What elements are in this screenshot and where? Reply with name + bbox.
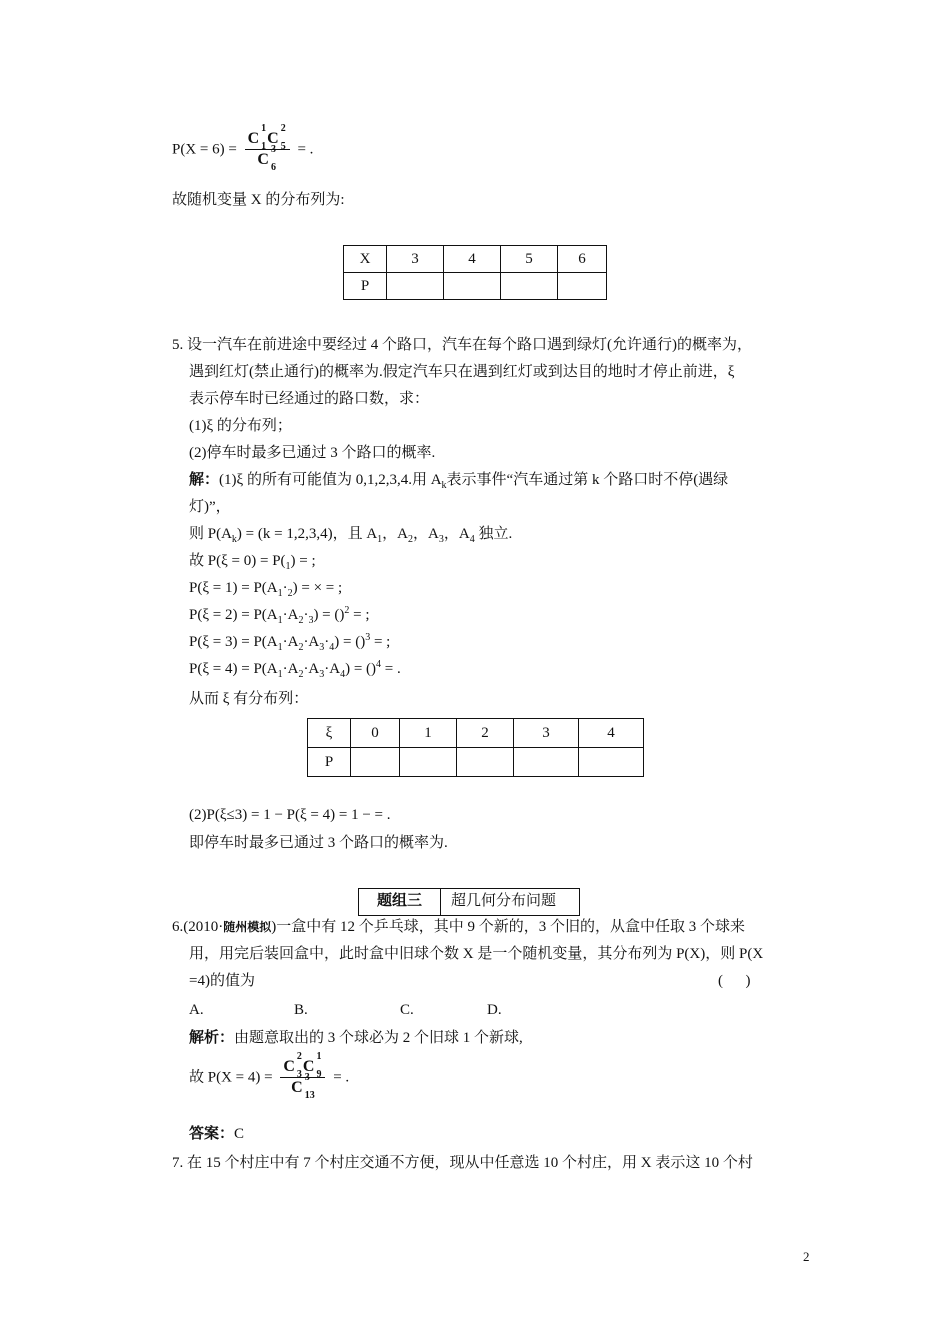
- table-cell: ξ: [308, 719, 351, 748]
- q5-solution-line1: 解：(1)ξ 的所有可能值为 0,1,2,3,4.用 $A_k$表示事件“汽车通过第 k 个路口时不停(遇绿: [189, 472, 729, 491]
- q6-source: 随州模拟: [223, 920, 272, 934]
- q5-p2: $P(\xi = 2) = P(A_1\cdot A_2\cdot_3) = ()^2$ = ;: [189, 605, 370, 626]
- q7-line1: 7. 在 15 个村庄中有 7 个村庄交通不方便，现从中任意选 10 个村庄，用 X 表示这 10 个村: [172, 1155, 753, 1171]
- q6-analysis: 解析：由题意取出的 3 个球必为 2 个旧球 1 个新球,: [189, 1030, 523, 1046]
- table-cell: [501, 273, 558, 300]
- distribution-table-x: [343, 245, 607, 300]
- q5-solution-line3: 则 $P(A_k) = (k = 1,2,3,4)$，且 $A_1$，$A_2$，$A_3$，$A_4$ 独立.: [189, 526, 513, 545]
- section-header-topic: 超几何分布问题: [440, 889, 579, 915]
- table-cell: [444, 273, 501, 300]
- table-cell: [579, 748, 644, 777]
- q5-conclusion: 即停车时最多已通过 3 个路口的概率为.: [189, 835, 448, 851]
- q5-dist-intro: 从而 ξ 有分布列：: [189, 691, 309, 707]
- table-cell: 6: [558, 246, 607, 273]
- table-cell: [514, 748, 579, 777]
- q6-option-b: B.: [294, 1002, 308, 1018]
- q5-solution-line2: 灯)”，: [189, 499, 231, 515]
- table-cell: [400, 748, 457, 777]
- q6-line3: =4)的值为: [189, 973, 255, 989]
- table-cell: 1: [400, 719, 457, 748]
- q5-line1: 5. 设一汽车在前进途中要经过 4 个路口，汽车在每个路口遇到绿灯(允许通行)的概率为，: [172, 337, 752, 353]
- table-cell: P: [344, 273, 387, 300]
- table-cell: 0: [351, 719, 400, 748]
- q5-line2: 遇到红灯(禁止通行)的概率为.假定汽车只在遇到红灯或到达目的地时才停止前进，ξ: [189, 364, 735, 380]
- q6-option-c: C.: [400, 1002, 414, 1018]
- q5-line3: 表示停车时已经通过的路口数，求：: [189, 391, 430, 407]
- q6-answer-paren: ( ): [718, 973, 751, 989]
- table-cell: 3: [387, 246, 444, 273]
- table-cell: 5: [501, 246, 558, 273]
- table-cell: 4: [444, 246, 501, 273]
- section-header: [358, 888, 580, 916]
- formula-px6: P(X = 6) = C 1 1 C 2 5 C 3 6 = .: [172, 123, 314, 173]
- q5-line5: (2)停车时最多已通过 3 个路口的概率.: [189, 445, 436, 461]
- table-cell: [558, 273, 607, 300]
- q5-p0: 故 $P(\xi = 0) = P(_1)$ = ;: [189, 553, 316, 572]
- section-header-group: 题组三: [376, 893, 422, 909]
- q6-answer: 答案：C: [189, 1126, 245, 1142]
- table-cell: 2: [457, 719, 514, 748]
- dist-intro-text: 故随机变量 X 的分布列为:: [172, 192, 345, 208]
- page-number: 2: [803, 1249, 810, 1264]
- q5-part2: (2)P(ξ≤3) = 1 − P(ξ = 4) = 1 − = .: [189, 807, 391, 823]
- q6-line1: 6.(2010·随州模拟)一盒中有 12 个乒乓球，其中 9 个新的，3 个旧的，从盒中任取 3 个球来: [172, 919, 746, 935]
- q5-p4: $P(\xi = 4) = P(A_1\cdot A_2\cdot A_3\cdot A_4) = ()^4$ = .: [189, 659, 401, 680]
- q5-p3: $P(\xi = 3) = P(A_1\cdot A_2\cdot A_3\cdot_4) = ()^3$ = ;: [189, 632, 391, 653]
- table-cell: 4: [579, 719, 644, 748]
- q6-line2: 用，用完后装回盒中，此时盒中旧球个数 X 是一个随机变量，其分布列为 P(X)，则 P(X: [189, 946, 764, 962]
- table-cell: 3: [514, 719, 579, 748]
- q5-p1: $P(\xi = 1) = P(A_1\cdot_2)$ = × = ;: [189, 580, 343, 599]
- q5-line4: (1)ξ 的分布列；: [189, 418, 292, 434]
- q6-formula: 故 P(X = 4) = C 2 3 C 1 9 C 3 13 = .: [189, 1051, 350, 1101]
- table-cell: [457, 748, 514, 777]
- distribution-table-xi: [307, 718, 644, 777]
- table-cell: [351, 748, 400, 777]
- table-cell: X: [344, 246, 387, 273]
- table-cell: P: [308, 748, 351, 777]
- q6-option-a: A.: [189, 1002, 204, 1018]
- q6-option-d: D.: [487, 1002, 502, 1018]
- table-cell: [387, 273, 444, 300]
